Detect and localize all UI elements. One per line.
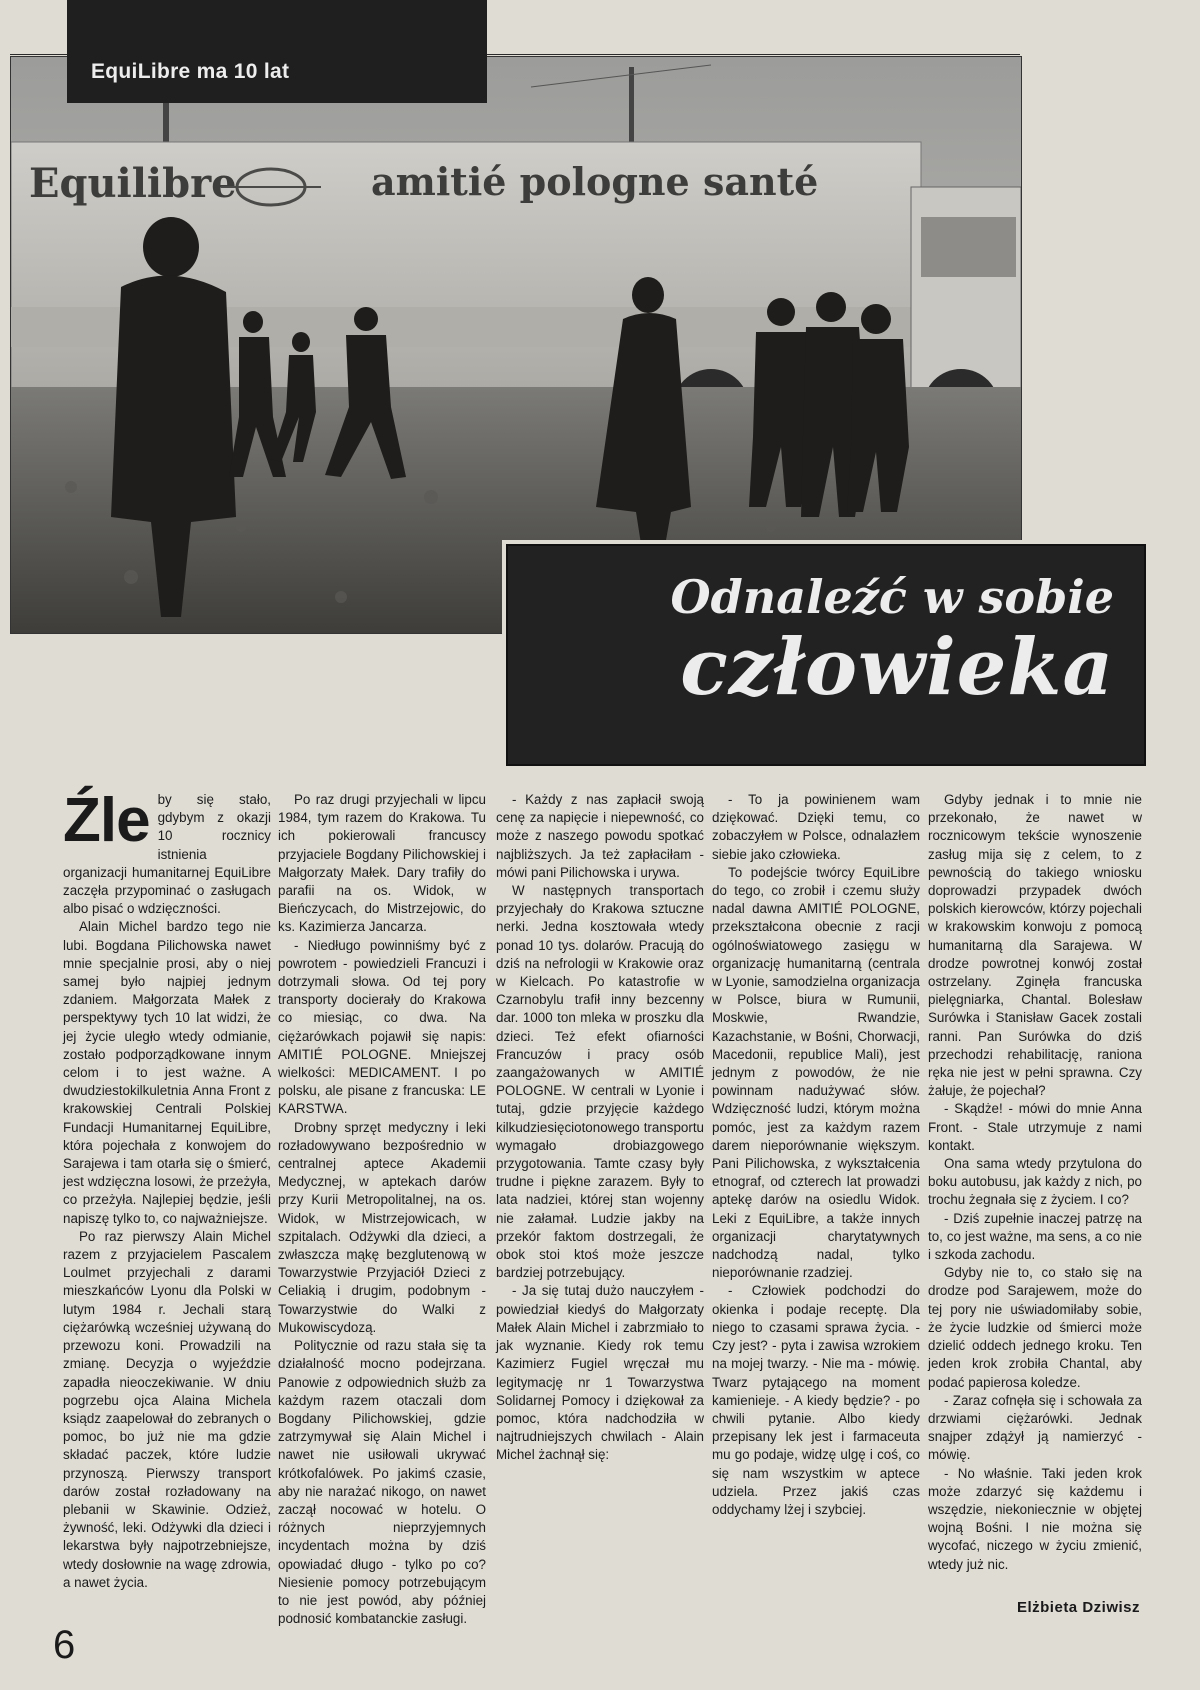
article-paragraph: Gdyby jednak i to mnie nie przekonało, że nawet w rocznicowym tekście wynoszenie zasług mija się z celem, to z pewnością do takiego wniosku doprowadzi przypadek dwóch polskich kierowców, którzy pojechali w krakowskim konwoju z pomocą humanitarną dla Sarajewa. W drodze powrotnej konwój został ostrzelany. Zginęła francuska pielęgniarka, Chantal. Bolesław Surówka i Stanisław Gacek zostali ranni. Pan Surówka do dziś przechodzi rehabilitację, raniona ręka nie jest w pełni sprawna. Czy żałuje, że pojechał? xyxy=(928,792,1142,1099)
article-paragraph: Drobny sprzęt medyczny i leki rozładowywano bezpośrednio w centralnej aptece Akademii Medycznej, w aptekach darów przy Kurii Metropolitalnej, na os. Widok, w Mistrzejowicach, w szpitalach. Odżywki dla dzieci, a zwłaszcza mąkę bezglutenową w Towarzystwie Przyjaciół Dzieci z Celiakią i drugim, podobnym - Towarzystwie do Walki z Mukowiscydozą. xyxy=(278,1119,486,1335)
article-paragraph: - Niedługo powinniśmy być z powrotem - powiedzieli Francuzi i dotrzymali słowa. Od tej pory transporty docierały do Krakowa co miesiąc, co dwa. Na ciężarówkach pojawił się napis: AMITIÉ POLOGNE. Mniejszej wielkości: MEDICAMENT. I po polsku, ale pisane z francuska: LE KARSTWA. xyxy=(278,937,486,1117)
article-paragraph: W następnych transportach przyjechały do Krakowa sztuczne nerki. Jedna kosztowała wtedy ponad 10 tys. dolarów. Pracują do dziś na nefrologii w Krakowie oraz w Kielcach. Po katastrofie w Czarnobylu trafił inny bezcenny dar. 1000 ton mleka w proszku dla dzieci. Też efekt ofiarności Francuzów i pracy osób zaangażowanych w AMITIÉ POLOGNE. W centrali w Lyonie i tutaj, gdzie przyjęcie każdego kilkudziesięciotonowego transportu wymagało drobiazgowego przygotowania. Tamte czasy były trudne i piękne zarazem. Były to lata nadziei, której stan wojenny nie załamał. Ludzie jakby na przekór faktom dostrzegali, że obok stoi ktoś może jeszcze bardziej potrzebujący. xyxy=(496,883,704,1281)
article-column-1 xyxy=(63,786,271,1592)
section-label: EquiLibre ma 10 lat xyxy=(91,60,290,83)
article-paragraph: - Dziś zupełnie inaczej patrzę na to, co jest ważne, ma sens, a co nie i szkoda zachodu. xyxy=(928,1210,1142,1263)
article-paragraph: - To ja powinienem wam dziękować. Dzięki temu, co zobaczyłem w Polsce, odnalazłem siebie jako człowieka. xyxy=(712,792,920,862)
page-number: 6 xyxy=(53,1623,76,1667)
dropcap: Źle xyxy=(63,786,150,855)
article-paragraph: To podejście twórcy EquiLibre do tego, co zrobił i czemu służy nadal dawna AMITIÉ POLOGNE, przekształcona obecnie z racji ogólnoświatowego zasięgu w organizację humanitarną (centrala w Lyonie, samodzielna organizacja w Polsce, biura w Rumunii, Moskwie, Rwandzie, Kazachstanie, w Bośni, Chorwacji, Macedonii, republice Mali), jest jednym z powodów, że nie powinnam nadużywać słów. Wdzięczność ludzi, którym można pomóc, jest za każdym razem darem nieporównanie większym. Pani Pilichowska, z wykształcenia etnograf, od czterech lat prowadzi aptekę darów na osiedlu Widok. Leki z EquiLibre, a także innych organizacji charytatywnych nadchodzą nadal, tylko nieporównanie rzadziej. xyxy=(712,864,920,1281)
author-signature: Elżbieta Dziwisz xyxy=(1016,1599,1140,1616)
article-paragraph: - No właśnie. Taki jeden krok może zdarzyć się każdemu i wszędzie, niekoniecznie w objętej wojną Bośni. I nie można się wycofać, niczego w życiu zmienić, wtedy już nic. xyxy=(928,1465,1142,1572)
title-line-1: Odnaleźć w sobie xyxy=(670,570,1114,624)
section-header-tab xyxy=(67,0,487,103)
article-column-3 xyxy=(496,791,704,1465)
article-column-4 xyxy=(712,791,920,1519)
article-paragraph: Po raz pierwszy Alain Michel razem z przyjacielem Pascalem Loulmet przyjechali z darami mieszkańców Lyonu dla Polski w lutym 1984 r. Jechali starą ciężarówką wcześniej używaną do przewozu koni. Prowadzili na zmianę. Decyzja o wyjeździe zapadła nieoczekiwanie. W dniu pogrzebu ojca Alaina Michela ksiądz zaapelował do zebranych o pomoc, bo już nie ma gdzie składać paczek, które ludzie przynoszą. Pierwszy transport darów został rozładowany na plebanii w Skawinie. Odzież, żywność, leki. Odżywki dla dzieci i lekarstwa były najpotrzebniejsze, wtedy dosłownie na wagę zdrowia, a nawet życia. xyxy=(63,1228,271,1590)
article-paragraph: Alain Michel bardzo tego nie lubi. Bogdana Pilichowska nawet mnie specjalnie prosi, aby o niej samej było najpiej jednym zdaniem. Małgorzata Małek z perspektywy tych 10 lat widzi, że jej życie uległo wtedy odmianie, zostało podporządkowane innym celom i to jest ważne. A dwudziestokilkuletnia Anna Front z krakowskiej Centrali Polskiej Fundacji Humanitarnej EquiLibre, która pojechała z konwojem do Sarajewa i tam otarła się o śmierć, jest wdzięczna losowi, że przeżyła, co przeżyła. Najlepiej będzie, jeśli napiszę tylko to, co najważniejsze. xyxy=(63,919,271,1226)
article-paragraph: Ona sama wtedy przytulona do boku autobusu, jak każdy z nich, po trochu żegnała się z życiem. I co? xyxy=(928,1156,1142,1208)
truck-slogan-text: amitié pologne santé xyxy=(371,159,819,204)
truck-brand-text: Equilibre xyxy=(29,160,237,207)
article-paragraph: Źle by się stało, gdybym z okazji 10 rocznicy istnienia organizacji humanitarnej EquiLibre zaczęła przypominać o zasługach albo pisać o wdzięczności. xyxy=(63,786,271,917)
article-paragraph: Gdyby nie to, co stało się na drodze pod Sarajewem, może do tej pory nie uświadomiłaby sobie, że życie ludzkie od śmierci może dzielić oddech jednego kroku. Ten jeden krok zrobiła Chantal, aby podać papierosa koledze. xyxy=(928,1265,1142,1390)
article-column-5 xyxy=(928,791,1142,1574)
article-paragraph: - Zaraz cofnęła się i schowała za drzwiami ciężarówki. Jednak snajper zdążył ją namierzyć - mówię. xyxy=(928,1392,1142,1463)
article-paragraph: Po raz drugi przyjechali w lipcu 1984, tym razem do Krakowa. Tu ich pokierowali francuscy przyjaciele Bogdany Pilichowskiej i Małgorzaty Małek. Dary trafiły do parafii na os. Widok, w Bieńczycach, do Mistrzejowic, do ks. Kazimierza Jancarza. xyxy=(278,792,486,935)
article-title-box xyxy=(506,544,1146,766)
article-paragraph: - Człowiek podchodzi do okienka i podaje receptę. Dla niego to czasami sprawa życia. - Czy jest? - pyta i zawisa wzrokiem na mojej twarzy. - Nie ma - mówię. Twarz pytającego na moment kamienieje. - A kiedy będzie? - po chwili pytanie. Albo kiedy przepisany lek jest i farmaceuta mu go podaje, widzę ulgę i coś, co się nam wszystkim w aptece udziela. Przez jakiś czas oddychamy lżej i szybciej. xyxy=(712,1283,920,1517)
article-paragraph: Politycznie od razu stała się ta działalność mocno podejrzana. Panowie z odpowiednich służb za każdym razem otaczali dom Bogdany Pilichowskiej, gdzie zatrzymywał się Alain Michel i nawet nie usiłowali ukrywać krótkofalówek. Po jakimś czasie, aby nie narażać nikogo, on nawet zaczął nocować w hotelu. O różnych nieprzyjemnych incydentach można by dziś opowiadać długo - tylko po co? Niesienie pomocy potrzebującym to nie jest powód, aby później podnosić kombatanckie zasługi. xyxy=(278,1338,486,1627)
article-paragraph: - Ja się tutaj dużo nauczyłem - powiedział kiedyś do Małgorzaty Małek Alain Michel i zabrzmiało to jak wyznanie. Kiedy rok temu Kazimierz Fugiel wręczał mu legitymację nr 1 Towarzystwa Solidarnej Pomocy i dziękował za pomoc, która nadchodziła w najtrudniejszych chwilach - Alain Michel żachnął się: xyxy=(496,1283,704,1463)
article-column-2 xyxy=(278,791,486,1628)
title-line-2: człowieka xyxy=(680,622,1114,713)
article-paragraph: - Skądże! - mówi do mnie Anna Front. - Stale utrzymuje z nami kontakt. xyxy=(928,1101,1142,1153)
article-paragraph: - Każdy z nas zapłacił swoją cenę za napięcie i niepewność, co może z naszego powodu spotkać najbliższych. Ja też zapłaciłam - mówi pani Pilichowska i urywa. xyxy=(496,792,704,880)
